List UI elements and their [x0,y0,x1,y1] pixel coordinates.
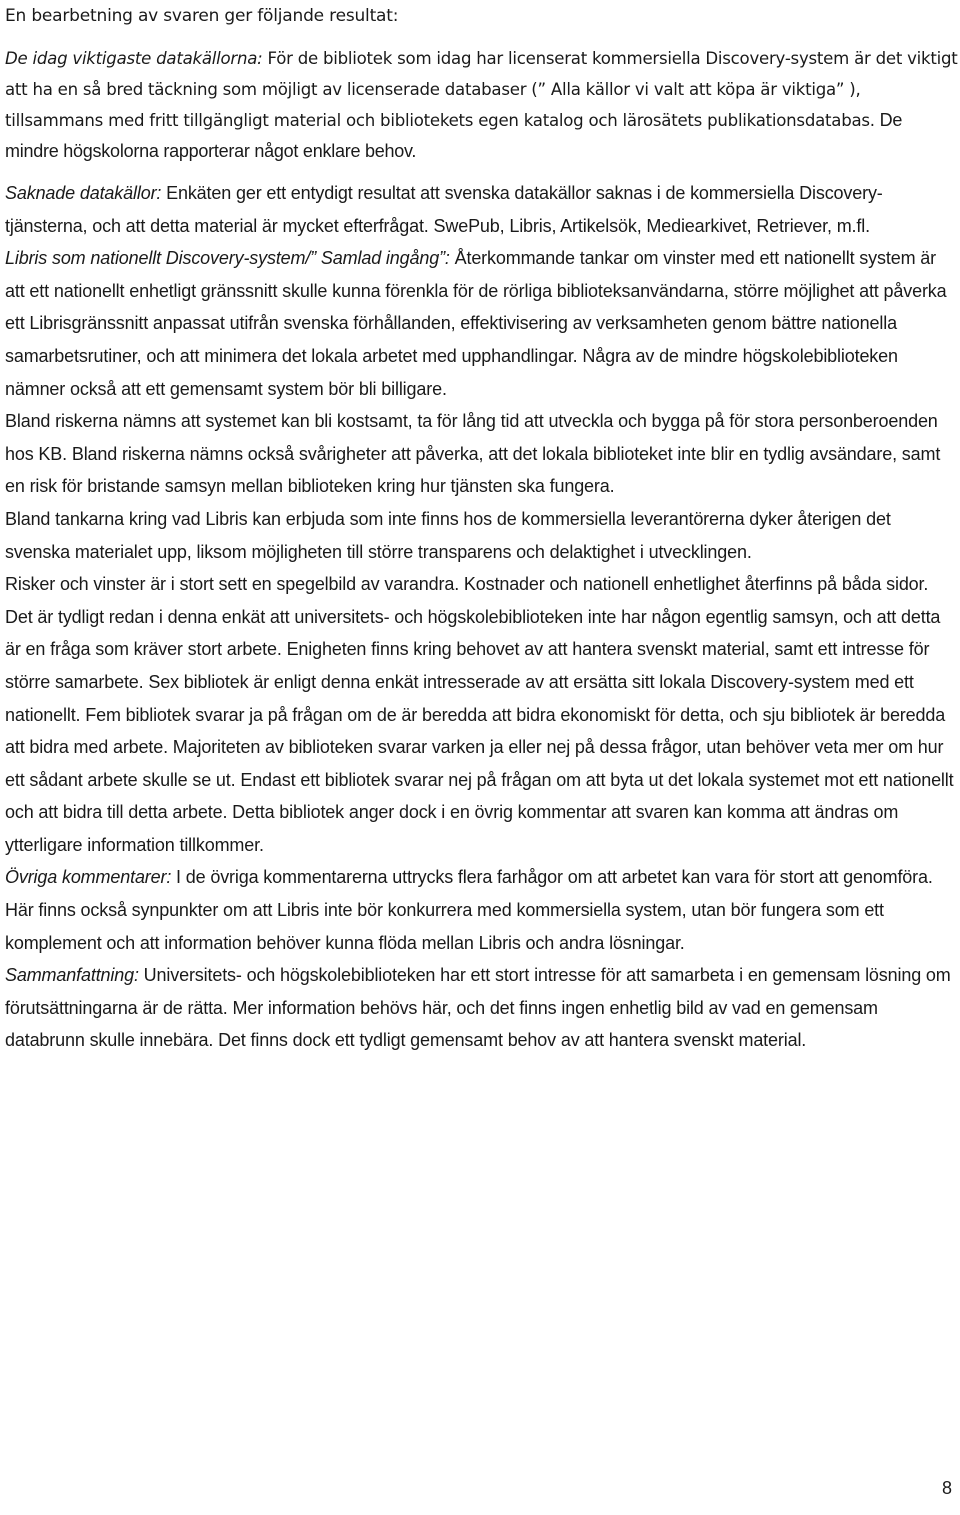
page-number: 8 [941,1478,952,1498]
paragraph-lead: Libris som nationellt Discovery-system/” Samlad ingång”: [5,248,450,269]
paragraph-lead: Övriga kommentarer: [5,867,172,888]
paragraph-spegelbild: Risker och vinster är i stort sett en spegelbild av varandra. Kostnader och nationell enhetlighet återfinns på båda sidor. Det är tydligt redan i denna enkät att universitets- och högskolebiblioteken inte har någon egentlig samsyn, och att detta är en fråga som kräver stort arbete. Enigheten finns kring behovet av att hantera svenskt material, samt ett intresse för större samarbete. Sex bibliotek är enligt denna enkät intresserade av att ersätta sitt lokala Discovery-system med ett nationellt. Fem bibliotek svarar ja på frågan om de är beredda att bidra ekonomiskt för detta, och sju bibliotek är beredda att bidra med arbete. Majoriteten av biblioteken svarar varken ja eller nej på dessa frågor, utan behöver veta mer om hur ett sådant arbete skulle se ut. Endast ett bibliotek svarar nej på frågan om att byta ut det lokala systemet mot ett nationellt och att bidra till detta arbete. Detta bibliotek anger dock i en övrig kommentar att svaren kan komma att ändras om ytterligare information tillkommer. [5,574,954,855]
intro-line: En bearbetning av svaren ger följande resultat: [5,6,399,26]
paragraph-lead: De idag viktigaste datakällorna: [5,49,263,68]
paragraph-lead: Sammanfattning: [5,965,139,986]
paragraph-body: Återkommande tankar om vinster med ett nationellt system är att ett nationellt enhetligt gränssnitt skulle kunna förenkla för de rörliga biblioteksanvändarna, större möjlighet att påverka ett Librisgränssnitt anpassat utifrån svenska förhållanden, effektivisering av verksamheten genom bättre nationella samarbetsrutiner, och att minimera det lokala arbetet med upphandlingar. Några av de mindre högskolebiblioteken nämner också att ett gemensamt system bör bli billigare. [5,248,947,399]
paragraph-risker: Bland riskerna nämns att systemet kan bli kostsamt, ta för lång tid att utveckla och bygga på för stora personberoenden hos KB. Bland riskerna nämns också svårigheter att påverka, att det lokala biblioteket inte blir en tydlig avsändare, samt en risk för bristande samsyn mellan biblioteken kring hur tjänsten ska fungera. [5,411,941,497]
paragraph-body: Enkäten ger ett entydigt resultat att svenska datakällor saknas i de kommersiella Discovery-tjänsterna, och att detta material är mycket efterfrågat. SwePub, Libris, Artikelsök, Mediearkivet, Retriever, m.fl. [5,183,883,236]
paragraph-lead: Saknade datakällor: [5,183,162,203]
paragraph-tail: De mindre högskolorna rapporterar något enklare behov. [5,110,903,161]
paragraph-tankar: Bland tankarna kring vad Libris kan erbjuda som inte finns hos de kommersiella leverantörerna dyker återigen det svenska materialet upp, liksom möjligheten till större transparens och delaktighet i utvecklingen. [5,508,891,562]
paragraph-ovriga [5,861,960,959]
paragraph-sammanfattning [5,959,960,1057]
paragraph-datakallor [5,43,960,167]
paragraph-body: Universitets- och högskolebiblioteken har ett stort intresse för att samarbeta i en gemensam lösning om förutsättningarna är de rätta. Mer information behövs här, och det finns ingen enhetlig bild av vad en gemensam databrunn skulle innebära. Det finns dock ett tydligt gemensamt behov av att hantera svenskt material. [5,965,951,1051]
paragraph-body: I de övriga kommentarerna uttrycks flera farhågor om att arbetet kan vara för stort att genomföra. Här finns också synpunkter om att Libris inte bör konkurrera med kommersiella system, utan bör fungera som ett komplement och att information behöver kunna flöda mellan Libris och andra lösningar. [5,867,933,953]
paragraph-body: För de bibliotek som idag har licenserat kommersiella Discovery-system är det viktigt att ha en så bred täckning som möjligt av licenserade databaser (” Alla källor vi valt att köpa är viktiga” ), tillsammans med fritt tillgängligt material och bibliotekets egen katalog och lärosätets publikationsdatabas. [5,49,958,130]
paragraph-libris-nationellt [5,242,960,405]
document-page [5,0,960,1057]
paragraph-saknade [5,177,960,242]
